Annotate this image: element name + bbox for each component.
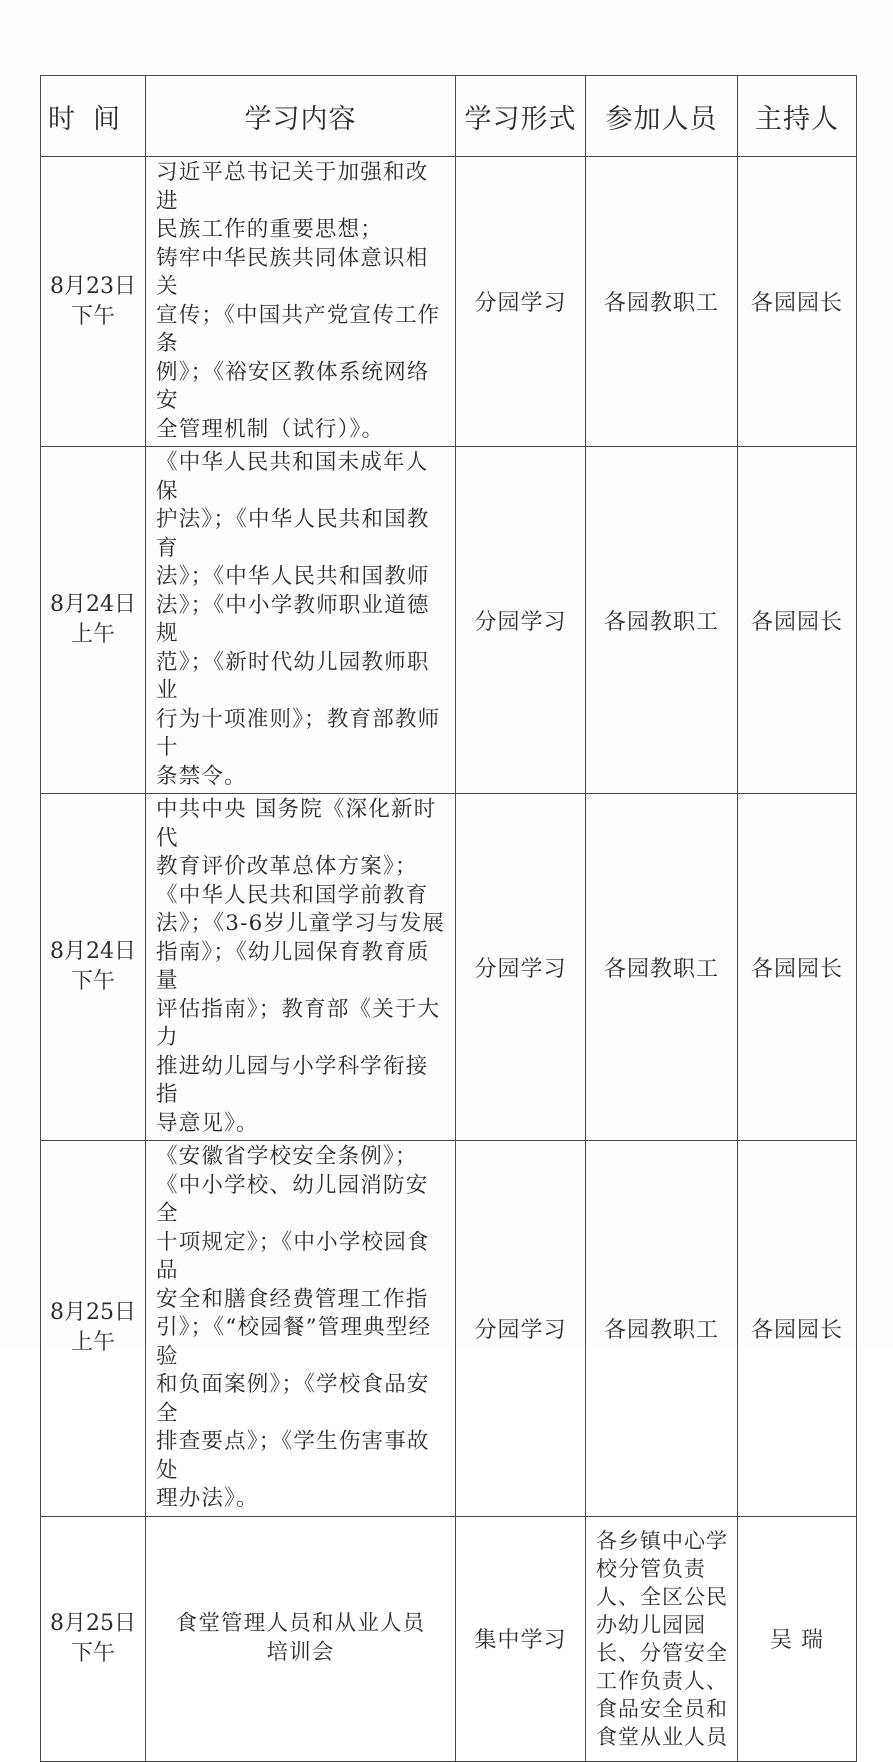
time-cell [41,1141,146,1517]
content-cell: 中共中央 国务院《深化新时代 教育评价改革总体方案》； 《中华人民共和国学前教育 法》；《3-6岁儿童学习与发展 指南》；《幼儿园保育教育质量 评估指南》；教育部《关于大力 推进幼儿园与小学科学衔接指 导意见》。 [146,794,456,1141]
host-cell: 各园园长 [738,447,857,794]
period-text: 上午 [70,1330,115,1356]
header-host: 主持人 [738,76,857,157]
time-cell [41,157,146,447]
content-cell: 《中华人民共和国未成年人保 护法》；《中华人民共和国教育 法》；《中华人民共和国教师 法》；《中小学教师职业道德规 范》；《新时代幼儿园教师职业 行为十项准则》；教育部教师十 条禁令。 [146,447,456,794]
participants-cell: 各乡镇中心学 校分管负责 人、全区公民 办幼儿园园 长、分管安全 工作负责人、 食品安全员和 食堂从业人员 [586,1516,738,1761]
header-time: 时间 [41,76,146,157]
form-cell: 分园学习 [456,157,586,447]
participants-cell: 各园教职工 [586,447,738,794]
time-cell [41,447,146,794]
study-schedule-table [40,75,857,1762]
content-cell: 习近平总书记关于加强和改进 民族工作的重要思想； 铸牢中华民族共同体意识相关 宣传；《中国共产党宣传工作条 例》；《裕安区教体系统网络安 全管理机制（试行）》。 [146,157,456,447]
table-row [41,794,857,1141]
header-content: 学习内容 [146,76,456,157]
host-cell: 各园园长 [738,157,857,447]
form-cell: 分园学习 [456,794,586,1141]
date-text: 8月25日 [50,1300,136,1326]
participants-cell: 各园教职工 [586,794,738,1141]
time-cell [41,1516,146,1761]
date-text: 8月24日 [50,939,136,964]
period-text: 上午 [70,622,115,647]
form-cell: 分园学习 [456,1141,586,1517]
header-participants: 参加人员 [586,76,738,157]
period-text: 下午 [70,303,115,329]
date-text: 8月23日 [50,273,136,299]
time-cell [41,794,146,1141]
form-cell: 分园学习 [456,447,586,794]
table-header-row [41,76,857,157]
date-text: 8月25日 [50,1610,136,1636]
table-row [41,447,857,794]
period-text: 下午 [70,1640,115,1666]
content-cell: 食堂管理人员和从业人员 培训会 [146,1516,456,1761]
form-cell: 集中学习 [456,1516,586,1761]
table-row [41,157,857,447]
period-text: 下午 [70,969,115,994]
table-row [41,1141,857,1517]
participants-cell: 各园教职工 [586,157,738,447]
header-form: 学习形式 [456,76,586,157]
host-cell: 吴 瑞 [738,1516,857,1761]
table-row [41,1516,857,1761]
host-cell: 各园园长 [738,1141,857,1517]
date-text: 8月24日 [50,592,136,617]
participants-cell: 各园教职工 [586,1141,738,1517]
content-cell: 《安徽省学校安全条例》； 《中小学校、幼儿园消防安全 十项规定》；《中小学校园食品 安全和膳食经费管理工作指 引》；《“校园餐”管理典型经验 和负面案例》；《学校食品安全 排查要点》；《学生伤害事故处 理办法》。 [146,1141,456,1517]
host-cell: 各园园长 [738,794,857,1141]
